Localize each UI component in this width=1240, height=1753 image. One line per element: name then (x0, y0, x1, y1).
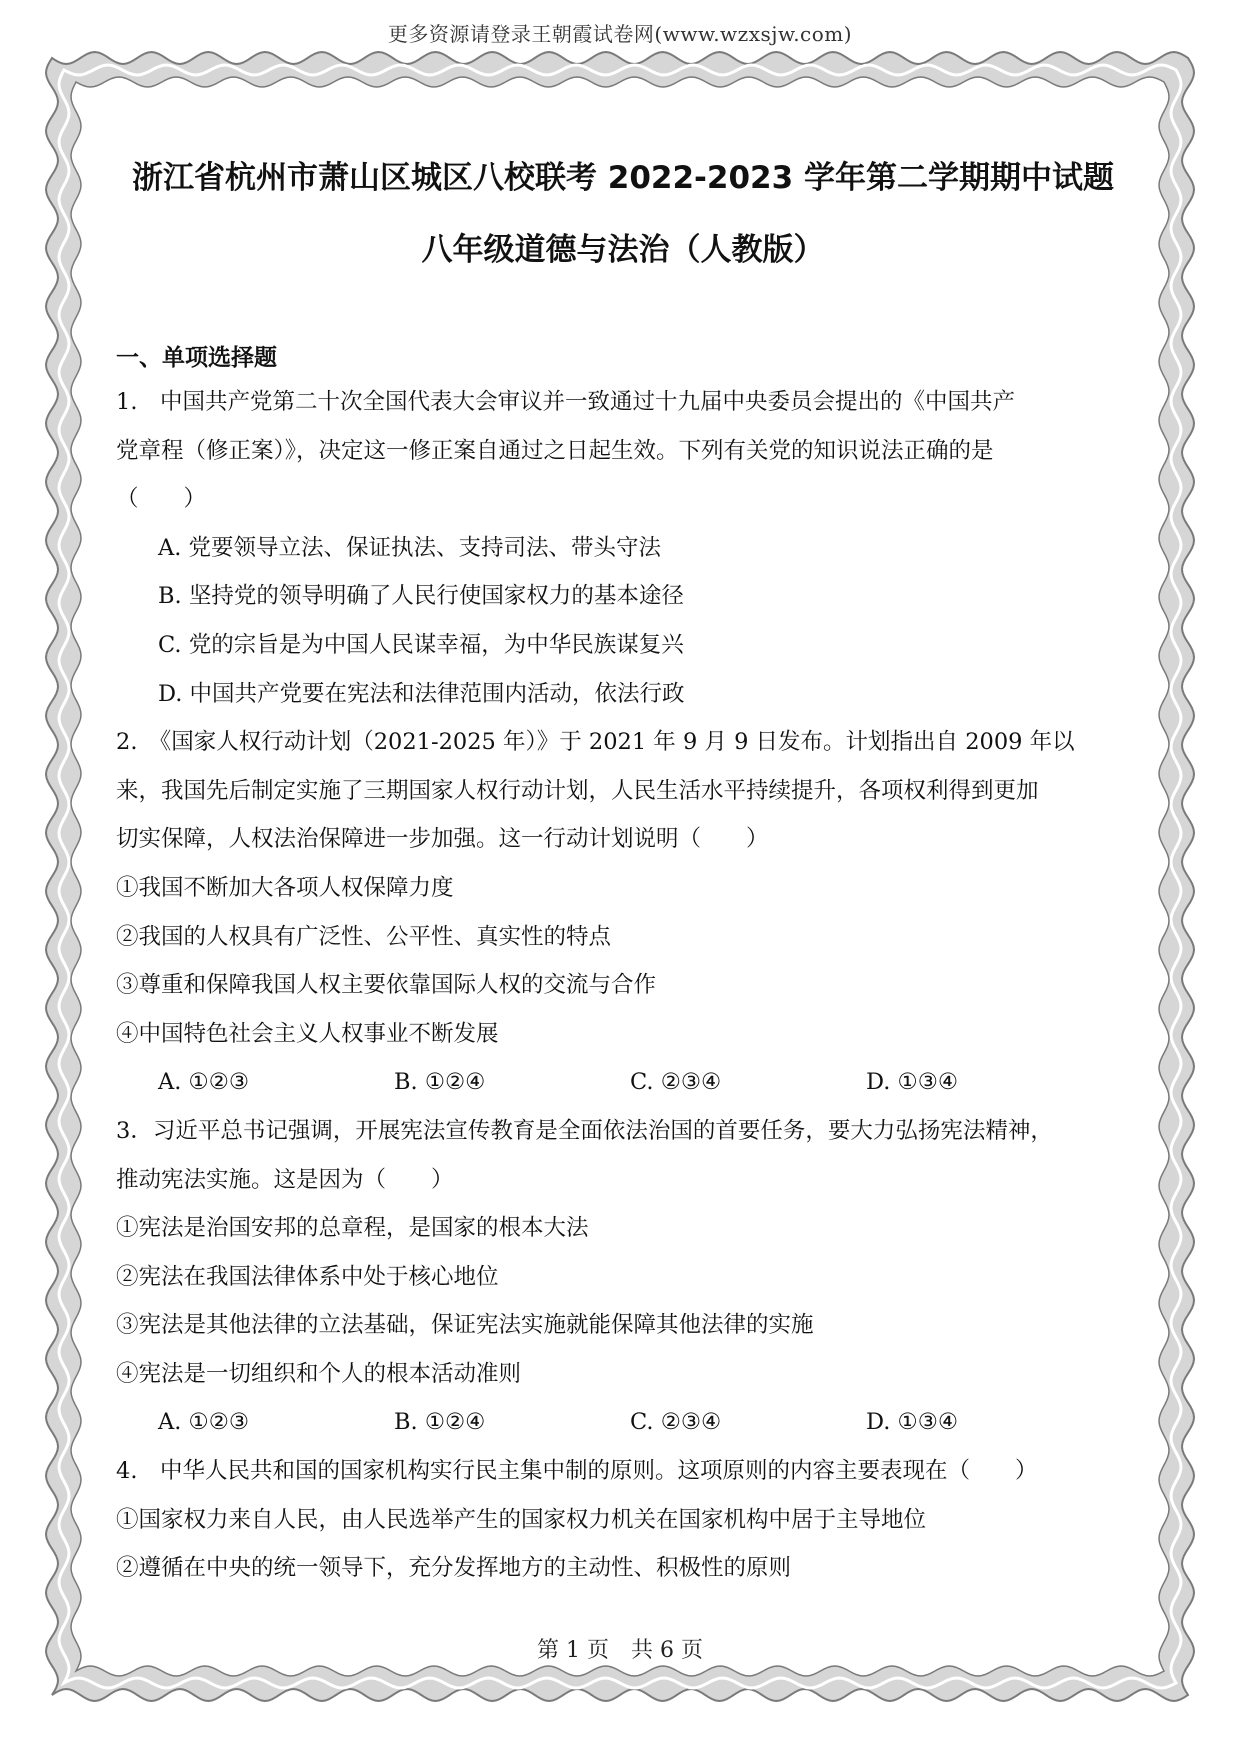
question-1-stem-line: 1. 中国共产党第二十次全国代表大会审议并一致通过十九届中央委员会提出的《中国共产 (116, 389, 1015, 415)
question-1-option-b: B. 坚持党的领导明确了人民行使国家权力的基本途径 (158, 583, 684, 610)
question-1-stem-line: （ ） (116, 486, 207, 513)
question-2-option-c: C. ②③④ (630, 1069, 722, 1096)
question-4-statement-2: ②遵循在中央的统一领导下，充分发挥地方的主动性、积极性的原则 (116, 1555, 792, 1582)
question-2-options (116, 1058, 1130, 1107)
question-3-stem-line: 推动宪法实施。这是因为（ ） (116, 1166, 454, 1193)
question-3-statement-1: ①宪法是治国安邦的总章程，是国家的根本大法 (116, 1215, 589, 1242)
question-3 (116, 1107, 1130, 1447)
question-3-option-b: B. ①②④ (394, 1409, 486, 1436)
section-heading-single-choice: 一、单项选择题 (116, 345, 277, 371)
question-4 (116, 1447, 1130, 1593)
question-3-option-a: A. ①②③ (158, 1409, 250, 1436)
question-2-statement-2: ②我国的人权具有广泛性、公平性、真实性的特点 (116, 923, 612, 950)
question-4-stem-line: 4. 中华人民共和国的国家机构实行民主集中制的原则。这项原则的内容主要表现在（ ） (116, 1458, 1038, 1485)
question-3-options (116, 1398, 1130, 1447)
exam-title-line1: 浙江省杭州市萧山区城区八校联考 2022-2023 学年第二学期期中试题 (131, 160, 1114, 196)
header-source-note: 更多资源请登录王朝霞试卷网(www.wzxsjw.com) (387, 22, 853, 46)
exam-page-content (116, 144, 1130, 1604)
question-3-option-d: D. ①③④ (866, 1409, 959, 1436)
question-2-stem-line: 切实保障，人权法治保障进一步加强。这一行动计划说明（ ） (116, 826, 769, 853)
question-2-stem-line: 2. 《国家人权行动计划（2021-2025 年）》于 2021 年 9 月 9 日发布。计划指出自 2009 年以 (116, 729, 1075, 756)
question-2-option-a: A. ①②③ (158, 1069, 250, 1096)
question-2-option-d: D. ①③④ (866, 1069, 959, 1096)
question-1 (116, 378, 1130, 718)
question-2-statement-1: ①我国不断加大各项人权保障力度 (116, 874, 454, 901)
page-number-footer: 第 1 页 共 6 页 (537, 1638, 703, 1663)
question-2-option-b: B. ①②④ (394, 1069, 486, 1096)
question-1-option-c: C. 党的宗旨是为中国人民谋幸福，为中华民族谋复兴 (158, 631, 684, 658)
question-3-option-c: C. ②③④ (630, 1409, 722, 1436)
question-3-statement-4: ④宪法是一切组织和个人的根本活动准则 (116, 1360, 522, 1387)
exam-title-line2: 八年级道德与法治（人教版） (421, 232, 825, 268)
question-2-statement-4: ④中国特色社会主义人权事业不断发展 (116, 1020, 499, 1047)
question-3-statement-3: ③宪法是其他法律的立法基础，保证宪法实施就能保障其他法律的实施 (116, 1312, 814, 1339)
question-3-stem-line: 3．习近平总书记强调，开展宪法宣传教育是全面依法治国的首要任务，要大力弘扬宪法精神， (116, 1117, 1053, 1144)
question-3-statement-2: ②宪法在我国法律体系中处于核心地位 (116, 1263, 499, 1290)
question-1-option-a: A. 党要领导立法、保证执法、支持司法、带头守法 (158, 534, 662, 561)
question-1-option-d: D. 中国共产党要在宪法和法律范围内活动，依法行政 (158, 680, 685, 707)
question-1-stem-line: 党章程（修正案）》，决定这一修正案自通过之日起生效。下列有关党的知识说法正确的是 (116, 437, 994, 464)
question-4-statement-1: ①国家权力来自人民，由人民选举产生的国家权力机关在国家机构中居于主导地位 (116, 1506, 927, 1533)
question-2-stem-line: 来，我国先后制定实施了三期国家人权行动计划，人民生活水平持续提升，各项权利得到更加 (116, 777, 1039, 804)
question-2-statement-3: ③尊重和保障我国人权主要依靠国际人权的交流与合作 (116, 972, 657, 999)
question-2 (116, 718, 1130, 1107)
